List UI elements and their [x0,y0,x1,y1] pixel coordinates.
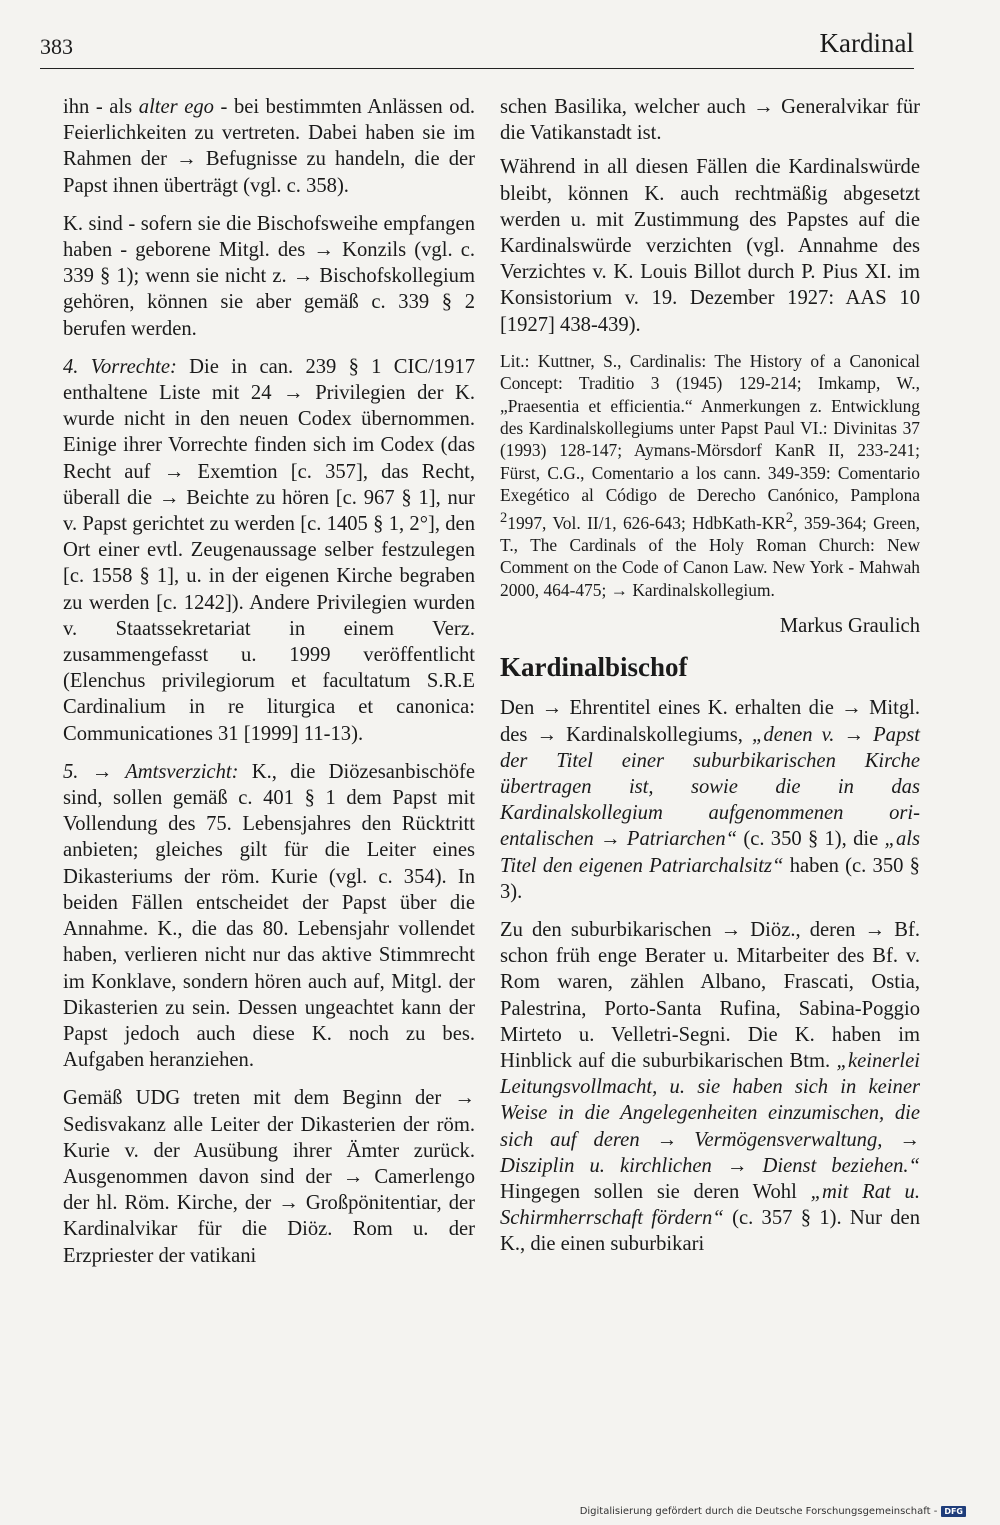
paragraph: Gemäß UDG treten mit dem Beginn der → Sedisvakanz alle Leiter der Dikasterien der röm. Kurie v. der Ausübung ihrer Ämter zurück. Ausgenommen davon sind der → Camerlengo der hl. Röm. Kirche, der → Großpönitentiar, der Kardinalvikar für die Diöz. Rom u. der Erzpriester der vatikani [63,1087,475,1267]
paragraph: Zu den suburbikarischen → Diöz., deren → Bf. schon früh enge Berater u. Mitarbeiter des Bf. v. Rom waren, zählen Albano, Frascati, Ostia, Palestrina, Porto-Santa Rufina, Sabina-Poggio Mirteto u. Velletri-Segni. Die K. haben im Hinblick auf die suburbikarischen Btm. „keinerlei Leitungsvollmacht, u. sie haben sich in keiner Weise in die Angelegenheiten einzumischen, die sich auf deren → Vermögensverwaltung, → Disziplin u. kirchlichen → Dienst beziehen.“ Hingegen sollen sie deren Wohl „mit Rat u. Schirmherrschaft fördern“ (c. 357 § 1). Nur den K., die einen suburbikari [500,918,921,1256]
paragraph-vorrechte: 4. Vorrechte: Die in can. 239 § 1 CIC/1917 enthaltene Liste mit 24 → Privilegien der K. wurde nicht in den neuen Codex übernommen. Einige ihrer Vorrechte finden sich im Codex (das Recht auf → Exemtion [c. 357], das Recht, überall die → Beichte zu hören [c. 967 § 1], nur v. Papst gerichtet zu werden [c. 1405 § 1, 2°], den Ort einer evtl. Zeugenaussage selber festzulegen [c. 1558 § 1], u. in der eigenen Kirche begraben zu werden [c. 1242]). Andere Privilegien wurden v. Staatssekretariat in einem Verz. zusammengefasst u. 1999 veröffentlicht (Elenchus privilegiorum et facultatum S.R.E Cardinalium in re liturgica et canonica: Communicationes 31 [1999] 11-13). [63,355,475,745]
page-number: 383 [40,34,73,59]
footer-text: Digitalisierung gefördert durch die Deutsche Forschungsgemeinschaft - [579,1506,938,1517]
left-column [63,94,475,1281]
paragraph: Während in all diesen Fällen die Kardinalswürde bleibt, können K. auch rechtmäßig abgesetzt werden u. mit Zustimmung des Papstes auf die Kardinalswürde verzichten (vgl. Annahme des Verzichtes v. K. Louis Billot durch P. Pius XI. im Konsistorium v. 19. Dezember 1927: AAS 10 [1927] 438-439). [500,156,920,336]
paragraph: Den → Ehrentitel eines K. erhalten die → Mitgl. des → Kardinalskollegiums, „denen v. → Papst der Titel einer suburbikarischen Kirche übertragen ist, sowie die in das Kardinalskollegium aufgenommenen orientalischen → Patriarchen“ (c. 350 § 1), die „als Titel den eigenen Patriarchalsitz“ haben (c. 350 § 3). [500,697,921,903]
literature-list: Lit.: Kuttner, S., Cardinalis: The History of a Canonical Concept: Traditio 3 (1945) 129-214; Imkamp, W., „Praesentia et efficientia.“ Anmerkungen z. Entwicklung des Kardinalskollegiums unter Papst Paul VI.: Divinitas 37 (1993) 128-147; Aymans-Mörsdorf KanR II, 233-241; Fürst, C.G., Comentario a los cann. 349-359: Comentario Exegético al Código de Derecho Canónico, Pamplona $^2$1997, Vol. II/1, 626-643; HdbKath-$KR^2$, 359-364; Green, T., The Cardinals of the Holy Roman Church: New Comment on the Code of Canon Law. New York - Mahwah 2000, 464-475; → Kardinalskollegium. [500,350,920,600]
running-head: Kardinal [819,28,914,58]
digitization-footer [580,1506,966,1517]
paragraph: schen Basilika, welcher auch → Generalvikar für die Vatikanstadt ist. [500,96,920,145]
paragraph-amtsverzicht: 5. → Amtsverzicht: K., die Diözesanbischöfe sind, sollen gemäß c. 401 § 1 dem Papst mit Vollendung des 75. Lebensjahres den Rücktritt anbieten; gleiches gilt für die Leiter eines Dikasteriums der röm. Kurie (vgl. c. 354). In beiden Fällen entscheidet der Papst über die Annahme. K., die das 80. Lebensjahr vollendet haben, verlieren nicht nur das aktive Stimmrecht im Konklave, sondern hören auch auf, Mitgl. der Dikasterien zu sein. Dessen ungeachtet kann der Papst jedoch auch diese K. noch zu bes. Aufgaben heranziehen. [63,760,475,1072]
entry-title: Kardinalbischof [500,652,688,683]
dfg-logo-icon: DFG [941,1506,966,1517]
paragraph: K. sind - sofern sie die Bischofsweihe empfangen haben - geborene Mitgl. des → Konzils (vgl. c. 339 § 1); wenn sie nicht z. → Bischofskollegium gehören, können sie aber gemäß c. 339 § 2 berufen werden. [63,212,475,340]
paragraph: ihn - als alter ego - bei bestimmten Anlässen od. Feierlichkeiten zu vertreten. Dabei haben sie im Rahmen der → Befugnisse zu handeln, die der Papst ihnen überträgt (vgl. c. 358). [63,96,476,197]
author-name: Markus Graulich [779,615,920,638]
right-column [500,94,920,1270]
page-header [40,28,914,69]
